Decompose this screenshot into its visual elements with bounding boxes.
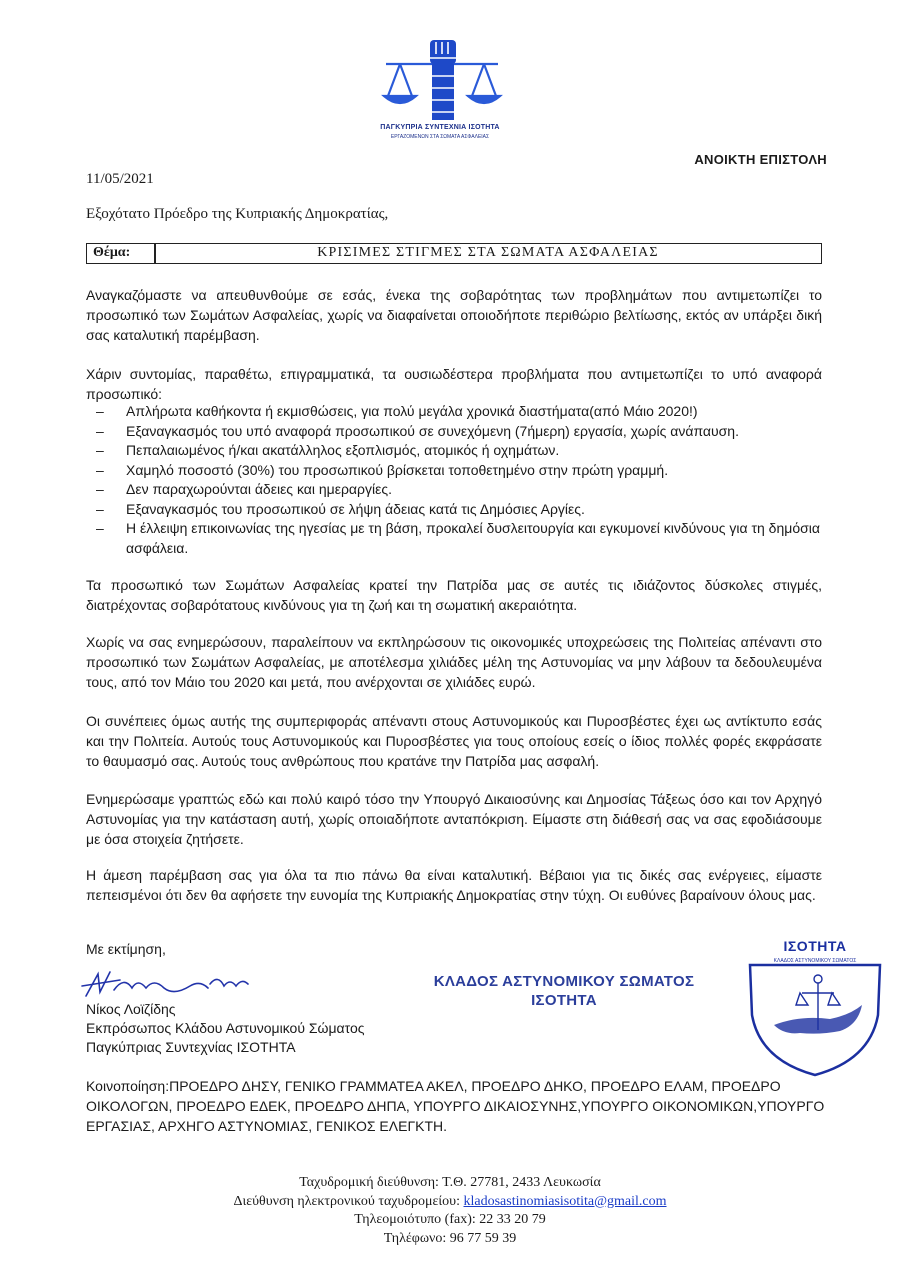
problems-list [86, 402, 822, 558]
stamp-subtitle: ΚΛΑΔΟΣ ΑΣΤΥΝΟΜΙΚΟΥ ΣΩΜΑΤΟΣ [773, 958, 857, 964]
list-item: – Εξαναγκασμός του προσωπικού σε λήψη άδειας κατά τις Δημόσιες Αργίες. [86, 500, 822, 520]
postal-label: Ταχυδρομική διεύθυνση: [299, 1175, 443, 1190]
email-address [150, 1193, 750, 1212]
list-item: – Εξαναγκασμός του υπό αναφορά προσωπικού σε συνεχόμενη (7ήμερη) εργασία, χωρίς ανάπαυση. [86, 422, 822, 442]
list-item: – Απλήρωτα καθήκοντα ή εκμισθώσεις, για πολύ μεγάλα χρονικά διαστήματα(από Μάιο 2020!) [86, 402, 822, 422]
list-item: – Η έλλειψη επικοινωνίας της ηγεσίας με τη βάση, προκαλεί δυσλειτουργία και εγκυμονεί κινδύνους για τη δημόσια ασφάλεια. [86, 519, 822, 558]
branch-block [414, 972, 714, 1010]
open-letter-heading: ΑΝΟΙΚΤΗ ΕΠΙΣΤΟΛΗ [694, 152, 827, 167]
fax-value: 22 33 20 79 [479, 1212, 546, 1227]
paragraph-7: Η άμεση παρέμβαση σας για όλα τα πιο πάνω θα είναι καταλυτική. Βέβαιοι για τις δικές σας ενέργειες, είμαστε πεπεισμένοι ότι δεν θα αφήσετε την ευνομία της Κυπριακής Δημοκρατίας στην τύχη. Οι ευθύνες βαραίνουν όλους μας. [86, 867, 822, 903]
fax-label: Τηλεομοιότυπο (fax): [354, 1212, 480, 1227]
signatory-union: Παγκύπριας Συντεχνίας ΙΣΟΤΗΤΑ [86, 1039, 296, 1055]
paragraph-4: Χωρίς να σας ενημερώσουν, παραλείπουν να εκπληρώσουν τις οικονομικές υποχρεώσεις της Πολιτείας απέναντι στο προσωπικό των Σωμάτων Ασφαλείας, με αποτέλεσμα χιλιάδες μέλη της Αστυνομίας να μην λάβουν τα δεδουλευμένα τους, από τον Μάιο του 2020 και μετά, που ανέρχονται σε χιλιάδες ευρώ. [86, 634, 822, 690]
signatory-name: Νίκος Λοϊζίδης [86, 1001, 176, 1017]
postal-value: Τ.Θ. 27781, 2433 Λευκωσία [442, 1175, 601, 1190]
subject-label: Θέμα: [93, 245, 131, 260]
handwritten-signature [80, 966, 250, 1000]
paragraph-5: Οι συνέπειες όμως αυτής της συμπεριφοράς απέναντι στους Αστυνομικούς και Πυροσβέστες έχει ως αντίκτυπο εσάς και την Πολιτεία. Αυτούς τους Αστυνομικούς και Πυροσβέστες για τους οποίους εσείς ο ίδιος πολλές φορές εκφράσατε το θαυμασμό σας. Αυτούς τους ανθρώπους που κρατάνε την Πατρίδα μας ασφαλή. [86, 713, 822, 769]
signatory-role: Εκπρόσωπος Κλάδου Αστυνομικού Σώματος [86, 1020, 365, 1036]
paragraph-3: Τα προσωπικό των Σωμάτων Ασφαλείας κρατεί την Πατρίδα μας σε αυτές τις ιδιάζοντος δύσκολες στιγμές, διατρέχοντας σοβαρότατους κινδύνους για τη ζωή και τη σωματική ακεραιότητα. [86, 577, 822, 613]
branch-union: ΙΣΟΤΗΤΑ [531, 992, 597, 1009]
closing: Με εκτίμηση, [86, 941, 166, 957]
footer-contact [150, 1174, 750, 1248]
logo-caption: ΠΑΓΚΥΠΡΙΑ ΣΥΝΤΕΧΝΙΑ ΙΣΟΤΗΤΑ [380, 124, 500, 131]
stamp-title: ΙΣΟΤΗΤΑ [783, 938, 847, 954]
paragraph-1: Αναγκαζόμαστε να απευθυνθούμε σε εσάς, ένεκα της σοβαρότητας των προβλημάτων που αντιμετωπίζει το προσωπικό των Σωμάτων Ασφαλείας, χωρίς να διαφαίνεται οποιοδήποτε περιθώριο βελτίωσης, εκτός αν υπάρξει δική σας καταλυτική παρέμβαση. [86, 287, 822, 343]
phone-number [150, 1230, 750, 1249]
letter-date: 11/05/2021 [86, 171, 154, 187]
salutation: Εξοχότατο Πρόεδρο της Κυπριακής Δημοκρατίας, [86, 206, 389, 222]
list-item: – Πεπαλαιωμένος ή/και ακατάλληλος εξοπλισμός, ατομικός ή οχημάτων. [86, 441, 822, 461]
paragraph-6: Ενημερώσαμε γραπτώς εδώ και πολύ καιρό τόσο την Υπουργό Δικαιοσύνης και Δημοσίας Τάξεως όσο και τον Αρχηγό Αστυνομίας για την κατάσταση αυτή, χωρίς οποιαδήποτε ανταπόκριση. Είμαστε στη διάθεσή σας να σας εφοδιάσουμε με όσα στοιχεία ζητήσετε. [86, 791, 822, 847]
phone-value: 96 77 59 39 [449, 1230, 517, 1246]
signatory-block [86, 1000, 364, 1057]
email-link[interactable]: kladosastinomiasisotita@gmail.com [463, 1193, 667, 1209]
postal-address [150, 1174, 750, 1193]
branch-name: ΚΛΑΔΟΣ ΑΣΤΥΝΟΜΙΚΟΥ ΣΩΜΑΤΟΣ [433, 973, 695, 990]
subject-box [86, 243, 822, 264]
paragraph-2: Χάριν συντομίας, παραθέτω, επιγραμματικά, τα ουσιωδέστερα προβλήματα που αντιμετωπίζει το υπό αναφορά προσωπικό: [86, 366, 822, 402]
subject-text: ΚΡΙΣΙΜΕΣ ΣΤΙΓΜΕΣ ΣΤΑ ΣΩΜΑΤΑ ΑΣΦΑΛΕΙΑΣ [317, 245, 659, 260]
email-label: Διεύθυνση ηλεκτρονικού ταχυδρομείου: [233, 1193, 464, 1209]
cc-list: Κοινοποίηση:ΠΡΟΕΔΡΟ ΔΗΣΥ, ΓΕΝΙΚΟ ΓΡΑΜΜΑΤΕΑ ΑΚΕΛ, ΠΡΟΕΔΡΟ ΔΗΚΟ, ΠΡΟΕΔΡΟ ΕΛΑΜ, ΠΡΟΕΔΡΟ ΟΙΚΟΛΟΓΩΝ, ΠΡΟΕΔΡΟ ΕΔΕΚ, ΠΡΟΕΔΡΟ ΔΗΠΑ, ΥΠΟΥΡΓΟ ΔΙΚΑΙΟΣΥΝΗΣ,ΥΠΟΥΡΓΟ ΟΙΚΟΝΟΜΙΚΩΝ,ΥΠΟΥΡΓΟ ΕΡΓΑΣΙΑΣ, ΑΡΧΗΓΟ ΑΣΤΥΝΟΜΙΑΣ, ΓΕΝΙΚΟΣ ΕΛΕΓΚΤΗ. [86, 1078, 825, 1134]
list-item: – Χαμηλό ποσοστό (30%) του προσωπικού βρίσκεται τοποθετημένο στην πρώτη γραμμή. [86, 461, 822, 481]
logo-subcaption: ΕΡΓΑΖΟΜΕΝΩΝ ΣΤΑ ΣΩΜΑΤΑ ΑΣΦΑΛΕΙΑΣ [390, 134, 490, 140]
fax-number [150, 1211, 750, 1230]
list-item: – Δεν παραχωρούνται άδειες και ημεραργίες. [86, 480, 822, 500]
phone-label: Τηλέφωνο: [383, 1230, 450, 1246]
official-stamp [740, 935, 890, 1080]
